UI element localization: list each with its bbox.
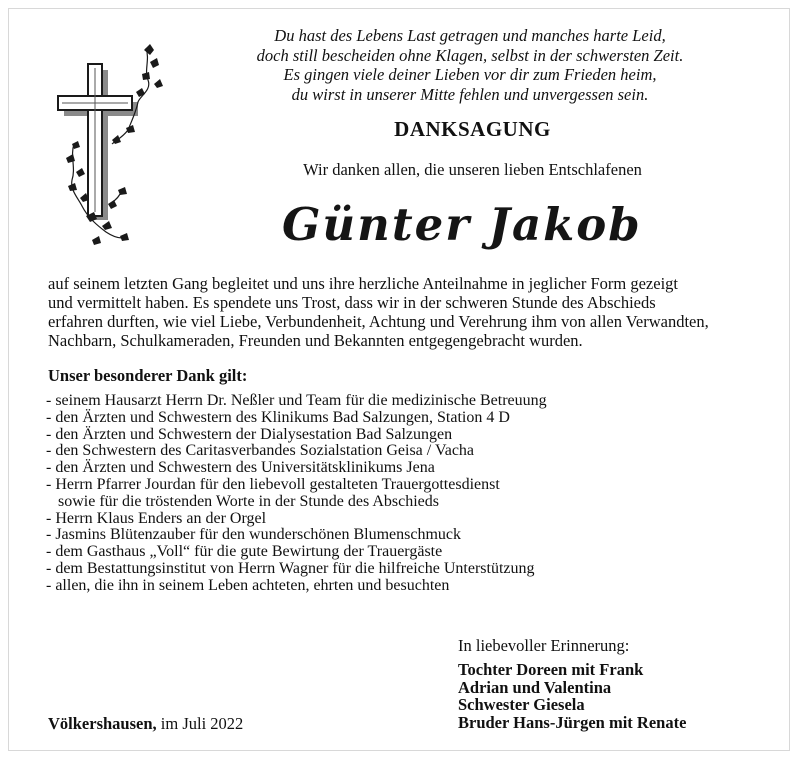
place-name: Völkershausen, — [48, 714, 157, 733]
body-line: und vermittelt haben. Es spendete uns Trost, dass wir in der schweren Stunde des Abschieds — [48, 293, 656, 312]
deceased-name: Günter Jakob — [282, 198, 642, 251]
list-item: - dem Gasthaus „Voll“ für die gute Bewirtung der Trauergäste — [46, 543, 443, 561]
date-text: im Juli 2022 — [160, 714, 244, 733]
list-item: - den Ärzten und Schwestern des Klinikums Bad Salzungen, Station 4 D — [46, 408, 510, 426]
list-item: - Jasmins Blütenzauber für den wunderschönen Blumenschmuck — [46, 526, 462, 544]
list-item-continuation: sowie für die tröstenden Worte in der Stunde des Abschieds — [58, 492, 440, 510]
poem-line: Es gingen viele deiner Lieben vor dir zum Frieden heim, — [283, 65, 657, 84]
special-thanks-title: Unser besonderer Dank gilt: — [48, 366, 248, 385]
family-member: Tochter Doreen mit Frank — [458, 660, 644, 679]
family-signatures — [458, 661, 686, 731]
list-item: - allen, die ihn in seinem Leben achteten, ehrten und besuchten — [46, 576, 450, 594]
list-item: - seinem Hausarzt Herrn Dr. Neßler und Team für die medizinische Betreuung — [46, 392, 547, 409]
body-line: erfahren durften, wie viel Liebe, Verbundenheit, Achtung und Verehrung ihm von allen Verwandten, — [48, 312, 709, 331]
poem — [210, 26, 730, 104]
poem-line: doch still bescheiden ohne Klagen, selbst in der schwersten Zeit. — [256, 45, 684, 65]
heading: DANKSAGUNG — [394, 117, 551, 141]
in-memory-label: In liebevoller Erinnerung: — [458, 636, 630, 655]
family-member: Bruder Hans-Jürgen mit Renate — [458, 712, 687, 732]
place-date — [48, 714, 243, 734]
body-line: Nachbarn, Schulkameraden, Freunden und Bekannten entgegengebracht wurden. — [48, 331, 583, 350]
thanks-intro: Wir danken allen, die unseren lieben Entschlafenen — [303, 160, 642, 179]
body-text — [48, 274, 768, 350]
poem-line: Du hast des Lebens Last getragen und manches harte Leid, — [274, 26, 666, 45]
list-item: - den Ärzten und Schwestern des Universitätsklinikums Jena — [46, 459, 435, 477]
list-item: - den Ärzten und Schwestern der Dialysestation Bad Salzungen — [46, 425, 453, 443]
family-member: Adrian und Valentina — [458, 677, 612, 697]
list-item: - Herrn Pfarrer Jourdan für den liebevoll gestalteten Trauergottesdienst — [46, 475, 500, 493]
list-item: - dem Bestattungsinstitut von Herrn Wagner für die hilfreiche Unterstützung — [46, 559, 535, 577]
cross-with-ivy-icon — [46, 40, 176, 255]
list-item: - den Schwestern des Caritasverbandes Sozialstation Geisa / Vacha — [46, 442, 475, 460]
body-line: auf seinem letzten Gang begleitet und uns ihre herzliche Anteilnahme in jeglicher Form gezeigt — [48, 274, 678, 293]
poem-line: du wirst in unserer Mitte fehlen und unvergessen sein. — [291, 84, 649, 104]
list-item: - Herrn Klaus Enders an der Orgel — [46, 509, 267, 527]
family-member: Schwester Giesela — [458, 695, 585, 714]
thanks-list — [46, 393, 746, 595]
